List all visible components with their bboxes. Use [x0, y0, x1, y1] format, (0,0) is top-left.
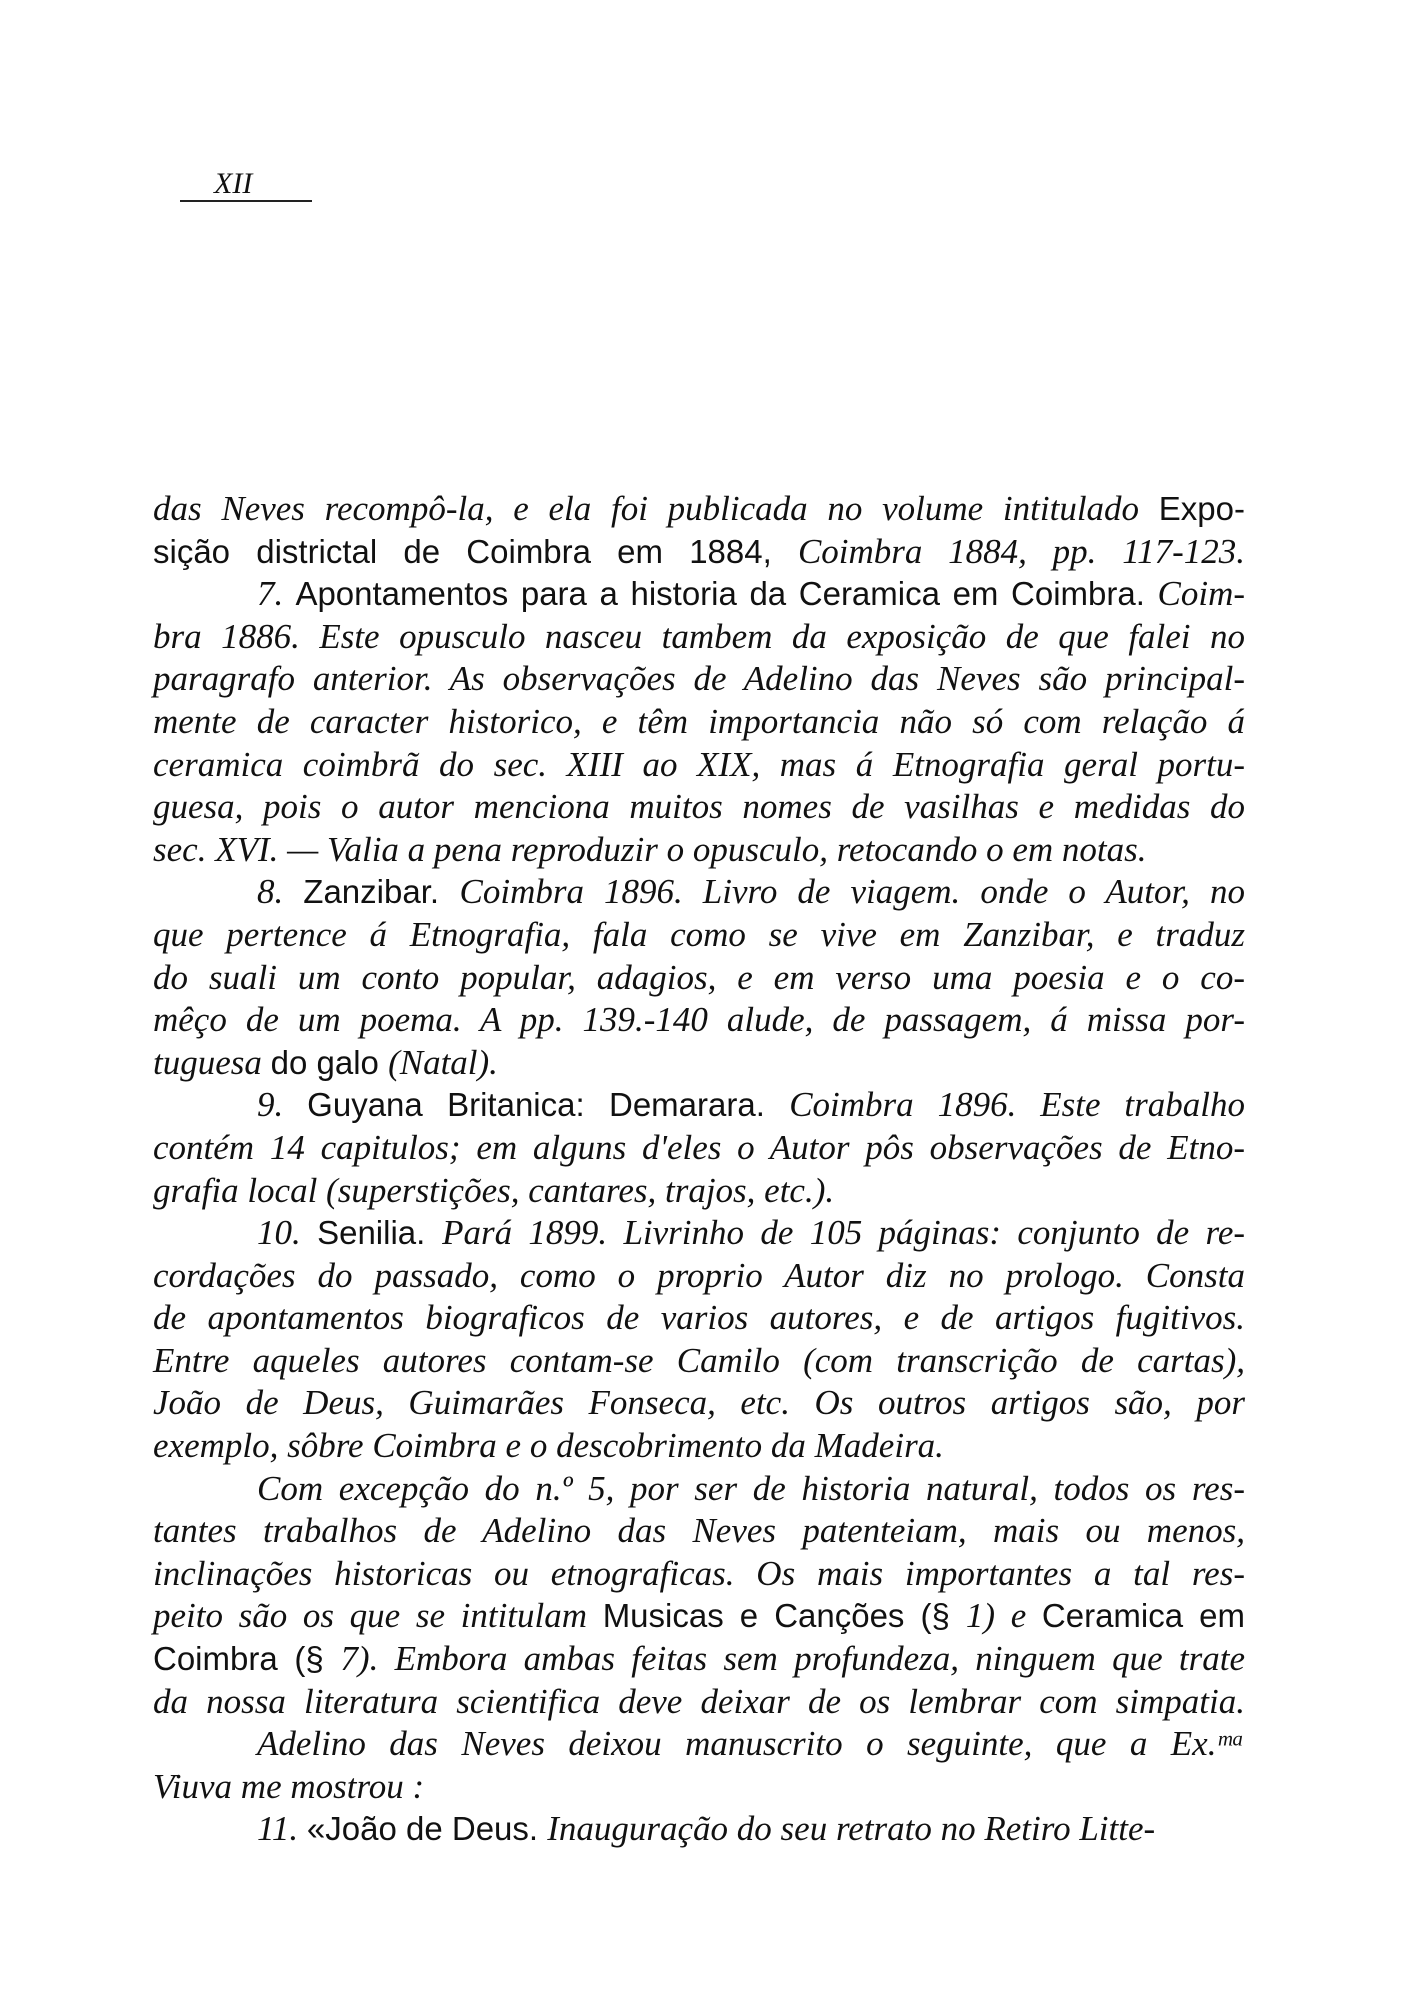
text-line: tantes trabalhos de Adelino das Neves patenteiam, mais ou menos,: [153, 1511, 1245, 1551]
text-line: mêço de um poema. A pp. 139.-140 alude, de passagem, á missa por-: [153, 1000, 1245, 1040]
list-item-8: 8. Zanzibar. Coimbra 1896. Livro de viagem. onde o Autor, no: [257, 872, 1245, 912]
text-line: exemplo, sôbre Coimbra e o descobrimento da Madeira.: [153, 1426, 944, 1466]
list-item-9: 9. Guyana Britanica: Demarara. Coimbra 1896. Este trabalho: [257, 1085, 1245, 1125]
text-line: bra 1886. Este opusculo nasceu tambem da exposição de que falei no: [153, 616, 1245, 656]
text-line: peito são os que se intitulam Musicas e Canções (§ 1) e Ceramica em: [153, 1596, 1246, 1636]
text-line: Entre aqueles autores contam-se Camilo (com transcrição de cartas),: [153, 1340, 1245, 1380]
paragraph-line: Adelino das Neves deixou manuscrito o seguinte, que a Ex.ᵐᵃ: [257, 1724, 1245, 1764]
page-number: XII: [180, 168, 312, 202]
list-item-11: 11. «João de Deus. Inauguração do seu retrato no Retiro Litte-: [257, 1809, 1156, 1849]
text-line: mente de caracter historico, e têm importancia não só com relação á: [153, 701, 1245, 741]
text-line: Coimbra (§ 7). Embora ambas feitas sem profundeza, ninguem que trate: [153, 1639, 1245, 1679]
list-item-7: 7. Apontamentos para a historia da Ceramica em Coimbra. Coim-: [257, 574, 1245, 614]
text-line: contém 14 capitulos; em alguns d'eles o Autor pôs observações de Etno-: [153, 1127, 1245, 1167]
text-line: de apontamentos biograficos de varios autores, e de artigos fugitivos.: [153, 1298, 1245, 1338]
text-line: Viuva me mostrou :: [153, 1766, 425, 1806]
text-line: que pertence á Etnografia, fala como se vive em Zanzibar, e traduz: [153, 914, 1245, 954]
text-line: guesa, pois o autor menciona muitos nomes de vasilhas e medidas do: [153, 787, 1245, 827]
text-line: grafia local (superstições, cantares, trajos, etc.).: [153, 1170, 835, 1210]
text-line: ceramica coimbrã do sec. XIII ao XIX, mas á Etnografia geral portu-: [153, 744, 1245, 784]
text-line: do suali um conto popular, adagios, e em verso uma poesia e o co-: [153, 957, 1245, 997]
text-line: paragrafo anterior. As observações de Adelino das Neves são principal-: [153, 659, 1245, 699]
text-line: da nossa literatura scientifica deve deixar de os lembrar com simpatia.: [153, 1681, 1245, 1721]
text-line: inclinações historicas ou etnograficas. Os mais importantes a tal res-: [153, 1553, 1245, 1593]
text-line: cordações do passado, como o proprio Autor diz no prologo. Consta: [153, 1255, 1245, 1295]
body-text: [153, 488, 1245, 1851]
text-line: sição districtal de Coimbra em 1884, Coimbra 1884, pp. 117-123.: [153, 531, 1245, 571]
list-item-10: 10. Senilia. Pará 1899. Livrinho de 105 páginas: conjunto de re-: [257, 1213, 1246, 1253]
text-line: João de Deus, Guimarães Fonseca, etc. Os outros artigos são, por: [153, 1383, 1245, 1423]
paragraph-line: Com excepção do n.º 5, por ser de historia natural, todos os res-: [257, 1468, 1245, 1508]
text-line: das Neves recompô-la, e ela foi publicada no volume intitulado Expo-: [153, 489, 1245, 528]
text-line: sec. XVI. — Valia a pena reproduzir o opusculo, retocando o em notas.: [153, 829, 1147, 869]
text-line: tuguesa do galo (Natal).: [153, 1042, 498, 1082]
